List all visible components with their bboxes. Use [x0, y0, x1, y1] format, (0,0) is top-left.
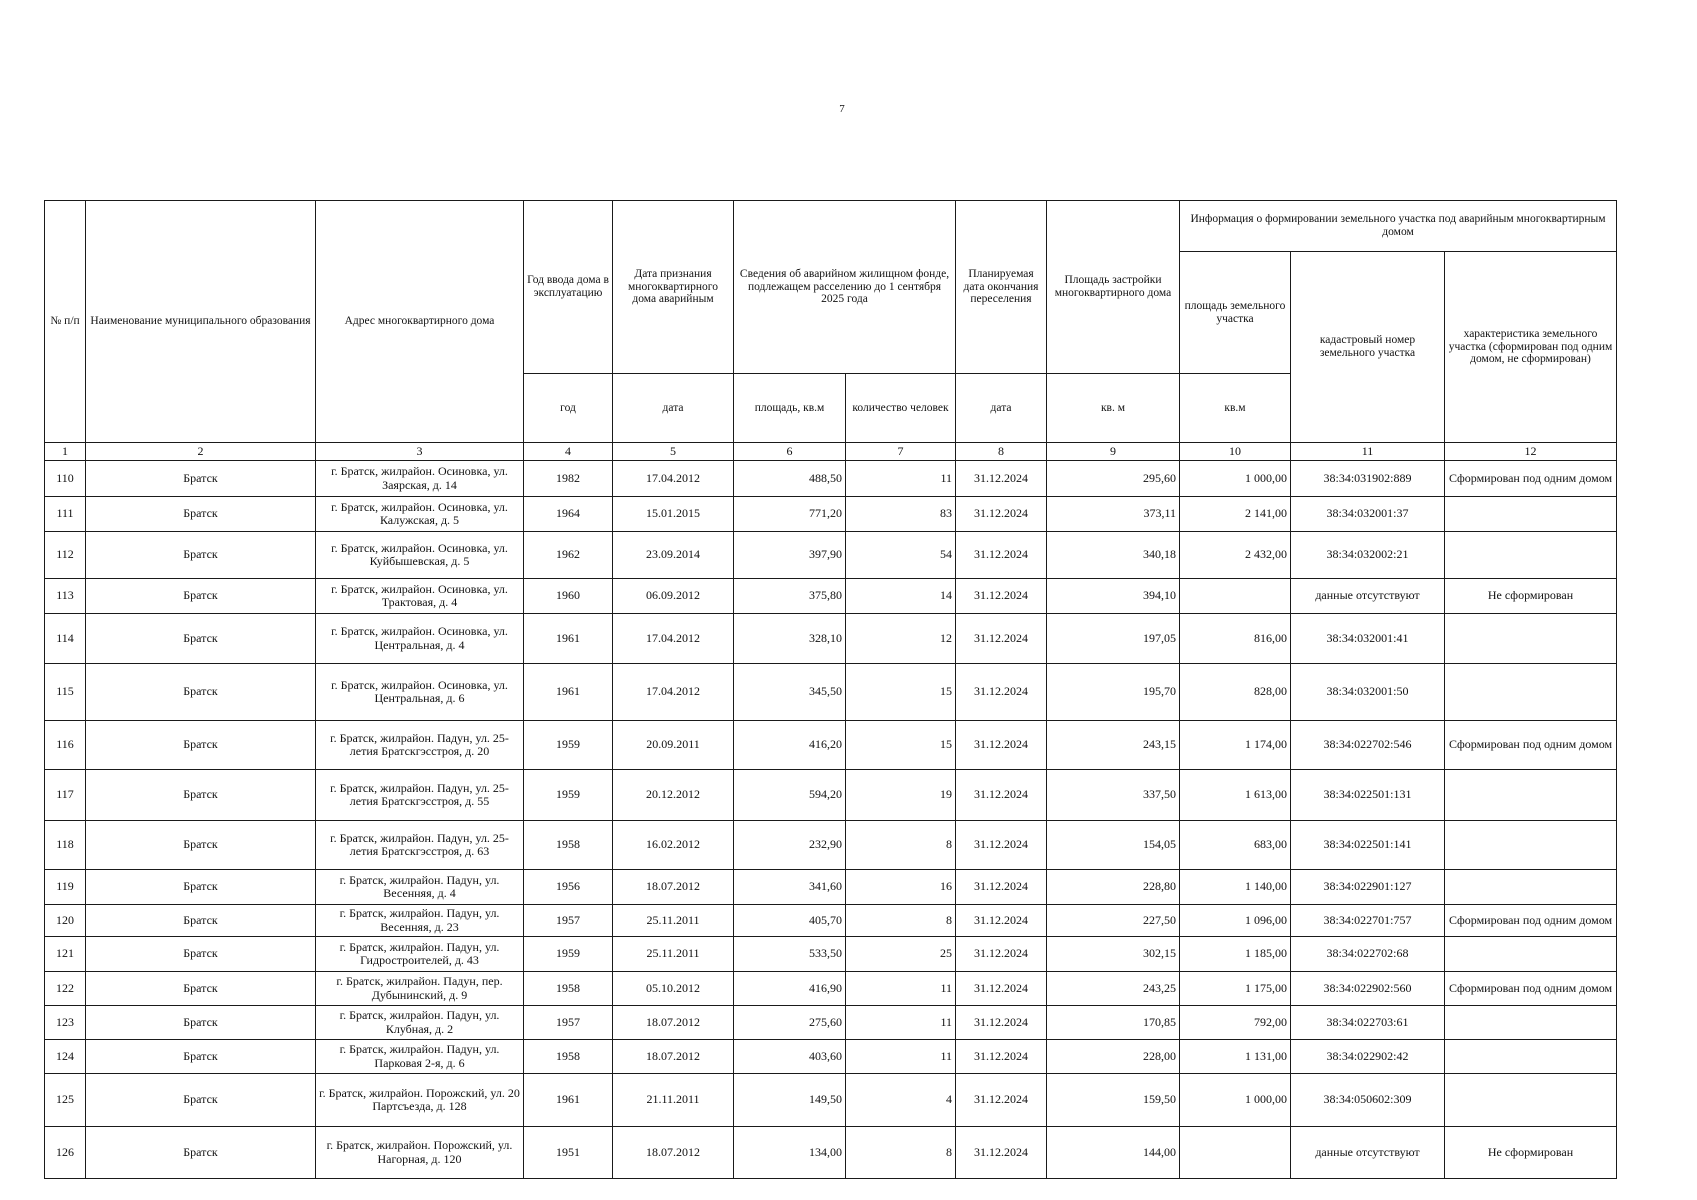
column-number: 9 [1047, 443, 1180, 461]
cell-built-area: 227,50 [1047, 905, 1180, 937]
cell-no: 117 [45, 770, 86, 821]
table-row [45, 905, 1617, 937]
cell-year-built: 1962 [524, 532, 613, 579]
table-body [45, 461, 1617, 1179]
table-row [45, 870, 1617, 905]
header-municipality: Наименование муниципального образования [86, 201, 316, 443]
column-number-row [45, 443, 1617, 461]
cell-area: 397,90 [734, 532, 846, 579]
unit-planned-date: дата [956, 374, 1047, 443]
cell-cadastral-number: данные отсутствуют [1291, 1127, 1445, 1179]
table-row [45, 1074, 1617, 1127]
cell-area: 345,50 [734, 664, 846, 721]
header-planned-date: Планируемая дата окончания переселения [956, 201, 1047, 374]
cell-land-area: 2 141,00 [1180, 497, 1291, 532]
column-number: 12 [1445, 443, 1617, 461]
page-number: 7 [839, 103, 845, 115]
cell-land-area: 1 000,00 [1180, 1074, 1291, 1127]
cell-address: г. Братск, жилрайон. Осиновка, ул. Трактовая, д. 4 [316, 579, 524, 614]
cell-municipality: Братск [86, 870, 316, 905]
cell-people: 8 [846, 821, 956, 870]
cell-people: 11 [846, 972, 956, 1006]
cell-area: 416,20 [734, 721, 846, 770]
cell-planned-date: 31.12.2024 [956, 1006, 1047, 1040]
cell-municipality: Братск [86, 461, 316, 497]
table-row [45, 1127, 1617, 1179]
cell-land-status [1445, 821, 1617, 870]
cell-emergency-date: 18.07.2012 [613, 1006, 734, 1040]
cell-no: 115 [45, 664, 86, 721]
cell-cadastral-number: 38:34:022703:61 [1291, 1006, 1445, 1040]
column-number: 4 [524, 443, 613, 461]
cell-no: 124 [45, 1040, 86, 1074]
cell-year-built: 1956 [524, 870, 613, 905]
cell-area: 594,20 [734, 770, 846, 821]
cell-no: 113 [45, 579, 86, 614]
cell-planned-date: 31.12.2024 [956, 1127, 1047, 1179]
cell-land-area: 1 140,00 [1180, 870, 1291, 905]
cell-cadastral-number: 38:34:032001:50 [1291, 664, 1445, 721]
cell-no: 116 [45, 721, 86, 770]
cell-land-area [1180, 1127, 1291, 1179]
cell-year-built: 1964 [524, 497, 613, 532]
cell-year-built: 1957 [524, 1006, 613, 1040]
cell-year-built: 1957 [524, 905, 613, 937]
cell-area: 488,50 [734, 461, 846, 497]
cell-planned-date: 31.12.2024 [956, 821, 1047, 870]
cell-municipality: Братск [86, 972, 316, 1006]
cell-municipality: Братск [86, 1040, 316, 1074]
cell-people: 8 [846, 905, 956, 937]
cell-address: г. Братск, жилрайон. Порожский, ул. 20 Партсъезда, д. 128 [316, 1074, 524, 1127]
cell-built-area: 243,25 [1047, 972, 1180, 1006]
header-housing-info: Сведения об аварийном жилищном фонде, подлежащем расселению до 1 сентября 2025 года [734, 201, 956, 374]
cell-emergency-date: 05.10.2012 [613, 972, 734, 1006]
cell-land-area: 2 432,00 [1180, 532, 1291, 579]
cell-area: 416,90 [734, 972, 846, 1006]
cell-emergency-date: 20.09.2011 [613, 721, 734, 770]
cell-cadastral-number: 38:34:022501:141 [1291, 821, 1445, 870]
cell-land-status [1445, 532, 1617, 579]
cell-land-area: 683,00 [1180, 821, 1291, 870]
column-number: 11 [1291, 443, 1445, 461]
cell-people: 54 [846, 532, 956, 579]
unit-built-area: кв. м [1047, 374, 1180, 443]
cell-planned-date: 31.12.2024 [956, 972, 1047, 1006]
cell-cadastral-number: 38:34:032001:37 [1291, 497, 1445, 532]
cell-year-built: 1982 [524, 461, 613, 497]
cell-year-built: 1961 [524, 664, 613, 721]
cell-area: 232,90 [734, 821, 846, 870]
column-number: 1 [45, 443, 86, 461]
cell-land-area: 1 096,00 [1180, 905, 1291, 937]
cell-planned-date: 31.12.2024 [956, 770, 1047, 821]
cell-area: 341,60 [734, 870, 846, 905]
cell-address: г. Братск, жилрайон. Падун, пер. Дубынинский, д. 9 [316, 972, 524, 1006]
cell-address: г. Братск, жилрайон. Падун, ул. 25-летия Братскгэсстроя, д. 63 [316, 821, 524, 870]
cell-land-area [1180, 579, 1291, 614]
cell-people: 25 [846, 937, 956, 972]
cell-land-status: Сформирован под одним домом [1445, 721, 1617, 770]
cell-address: г. Братск, жилрайон. Осиновка, ул. Центральная, д. 6 [316, 664, 524, 721]
header-year-built: Год ввода дома в эксплуатацию [524, 201, 613, 374]
cell-municipality: Братск [86, 1127, 316, 1179]
cell-land-area: 1 613,00 [1180, 770, 1291, 821]
header-address: Адрес многоквартирного дома [316, 201, 524, 443]
cell-built-area: 195,70 [1047, 664, 1180, 721]
cell-land-status: Сформирован под одним домом [1445, 972, 1617, 1006]
table-row [45, 1040, 1617, 1074]
cell-address: г. Братск, жилрайон. Осиновка, ул. Заярская, д. 14 [316, 461, 524, 497]
table-row [45, 937, 1617, 972]
cell-cadastral-number: 38:34:022702:68 [1291, 937, 1445, 972]
header-cadastral-number: кадастровый номер земельного участка [1291, 252, 1445, 443]
cell-municipality: Братск [86, 497, 316, 532]
cell-area: 134,00 [734, 1127, 846, 1179]
header-built-area: Площадь застройки многоквартирного дома [1047, 201, 1180, 374]
cell-people: 15 [846, 664, 956, 721]
cell-built-area: 144,00 [1047, 1127, 1180, 1179]
cell-built-area: 337,50 [1047, 770, 1180, 821]
cell-land-status [1445, 1040, 1617, 1074]
cell-people: 16 [846, 870, 956, 905]
cell-municipality: Братск [86, 905, 316, 937]
cell-planned-date: 31.12.2024 [956, 721, 1047, 770]
cell-cadastral-number: 38:34:022701:757 [1291, 905, 1445, 937]
cell-emergency-date: 18.07.2012 [613, 870, 734, 905]
cell-year-built: 1961 [524, 1074, 613, 1127]
cell-address: г. Братск, жилрайон. Падун, ул. Весенняя, д. 4 [316, 870, 524, 905]
cell-people: 11 [846, 461, 956, 497]
cell-land-status: Сформирован под одним домом [1445, 461, 1617, 497]
header-row-top [45, 201, 1617, 252]
unit-year: год [524, 374, 613, 443]
unit-area: площадь, кв.м [734, 374, 846, 443]
cell-address: г. Братск, жилрайон. Падун, ул. Весенняя, д. 23 [316, 905, 524, 937]
cell-cadastral-number: 38:34:022902:560 [1291, 972, 1445, 1006]
cell-area: 375,80 [734, 579, 846, 614]
table-row [45, 497, 1617, 532]
cell-people: 83 [846, 497, 956, 532]
cell-no: 120 [45, 905, 86, 937]
cell-built-area: 295,60 [1047, 461, 1180, 497]
cell-area: 771,20 [734, 497, 846, 532]
cell-land-status [1445, 937, 1617, 972]
cell-year-built: 1959 [524, 937, 613, 972]
cell-emergency-date: 18.07.2012 [613, 1040, 734, 1074]
cell-no: 110 [45, 461, 86, 497]
table-row [45, 770, 1617, 821]
cell-cadastral-number: 38:34:022902:42 [1291, 1040, 1445, 1074]
cell-land-area: 1 000,00 [1180, 461, 1291, 497]
cell-no: 112 [45, 532, 86, 579]
cell-year-built: 1960 [524, 579, 613, 614]
cell-area: 533,50 [734, 937, 846, 972]
cell-built-area: 159,50 [1047, 1074, 1180, 1127]
cell-built-area: 243,15 [1047, 721, 1180, 770]
cell-no: 118 [45, 821, 86, 870]
cell-address: г. Братск, жилрайон. Осиновка, ул. Куйбышевская, д. 5 [316, 532, 524, 579]
header-land-info: Информация о формировании земельного участка под аварийным многоквартирным домом [1180, 201, 1617, 252]
cell-planned-date: 31.12.2024 [956, 532, 1047, 579]
table-row [45, 721, 1617, 770]
cell-area: 403,60 [734, 1040, 846, 1074]
cell-emergency-date: 06.09.2012 [613, 579, 734, 614]
cell-year-built: 1951 [524, 1127, 613, 1179]
unit-people: количество человек [846, 374, 956, 443]
cell-municipality: Братск [86, 579, 316, 614]
cell-address: г. Братск, жилрайон. Порожский, ул. Нагорная, д. 120 [316, 1127, 524, 1179]
cell-land-status [1445, 497, 1617, 532]
header-land-status: характеристика земельного участка (сформирован под одним домом, не сформирован) [1445, 252, 1617, 443]
cell-planned-date: 31.12.2024 [956, 579, 1047, 614]
cell-emergency-date: 21.11.2011 [613, 1074, 734, 1127]
cell-no: 123 [45, 1006, 86, 1040]
cell-built-area: 302,15 [1047, 937, 1180, 972]
cell-cadastral-number: 38:34:022501:131 [1291, 770, 1445, 821]
cell-municipality: Братск [86, 532, 316, 579]
cell-land-status [1445, 664, 1617, 721]
cell-emergency-date: 23.09.2014 [613, 532, 734, 579]
cell-built-area: 197,05 [1047, 614, 1180, 664]
cell-cadastral-number: 38:34:032001:41 [1291, 614, 1445, 664]
cell-no: 126 [45, 1127, 86, 1179]
cell-emergency-date: 18.07.2012 [613, 1127, 734, 1179]
cell-people: 11 [846, 1006, 956, 1040]
cell-address: г. Братск, жилрайон. Падун, ул. Клубная, д. 2 [316, 1006, 524, 1040]
table-row [45, 579, 1617, 614]
cell-planned-date: 31.12.2024 [956, 905, 1047, 937]
cell-municipality: Братск [86, 937, 316, 972]
cell-no: 125 [45, 1074, 86, 1127]
cell-land-status: Не сформирован [1445, 1127, 1617, 1179]
cell-cadastral-number: 38:34:022702:546 [1291, 721, 1445, 770]
cell-planned-date: 31.12.2024 [956, 937, 1047, 972]
cell-address: г. Братск, жилрайон. Падун, ул. Парковая 2-я, д. 6 [316, 1040, 524, 1074]
cell-land-area: 828,00 [1180, 664, 1291, 721]
cell-built-area: 228,80 [1047, 870, 1180, 905]
cell-people: 15 [846, 721, 956, 770]
cell-emergency-date: 17.04.2012 [613, 664, 734, 721]
cell-built-area: 170,85 [1047, 1006, 1180, 1040]
cell-planned-date: 31.12.2024 [956, 1040, 1047, 1074]
cell-municipality: Братск [86, 664, 316, 721]
column-number: 10 [1180, 443, 1291, 461]
cell-cadastral-number: 38:34:022901:127 [1291, 870, 1445, 905]
cell-area: 405,70 [734, 905, 846, 937]
header-emergency-date: Дата признания многоквартирного дома аварийным [613, 201, 734, 374]
cell-planned-date: 31.12.2024 [956, 497, 1047, 532]
cell-cadastral-number: 38:34:032002:21 [1291, 532, 1445, 579]
cell-municipality: Братск [86, 770, 316, 821]
cell-planned-date: 31.12.2024 [956, 614, 1047, 664]
cell-people: 14 [846, 579, 956, 614]
table-row [45, 821, 1617, 870]
cell-no: 121 [45, 937, 86, 972]
cell-area: 328,10 [734, 614, 846, 664]
cell-no: 111 [45, 497, 86, 532]
column-number: 7 [846, 443, 956, 461]
cell-emergency-date: 25.11.2011 [613, 905, 734, 937]
cell-municipality: Братск [86, 1006, 316, 1040]
cell-land-area: 792,00 [1180, 1006, 1291, 1040]
cell-address: г. Братск, жилрайон. Падун, ул. 25-летия Братскгэсстроя, д. 55 [316, 770, 524, 821]
cell-planned-date: 31.12.2024 [956, 1074, 1047, 1127]
table-row [45, 1006, 1617, 1040]
cell-planned-date: 31.12.2024 [956, 870, 1047, 905]
cell-year-built: 1958 [524, 1040, 613, 1074]
column-number: 3 [316, 443, 524, 461]
cell-municipality: Братск [86, 1074, 316, 1127]
cell-area: 275,60 [734, 1006, 846, 1040]
cell-land-status [1445, 614, 1617, 664]
cell-built-area: 154,05 [1047, 821, 1180, 870]
column-number: 8 [956, 443, 1047, 461]
unit-land-area: кв.м [1180, 374, 1291, 443]
header-no: № п/п [45, 201, 86, 443]
cell-planned-date: 31.12.2024 [956, 461, 1047, 497]
table-header [45, 201, 1617, 461]
cell-emergency-date: 15.01.2015 [613, 497, 734, 532]
cell-year-built: 1958 [524, 972, 613, 1006]
cell-no: 114 [45, 614, 86, 664]
cell-emergency-date: 20.12.2012 [613, 770, 734, 821]
cell-address: г. Братск, жилрайон. Падун, ул. Гидростроителей, д. 43 [316, 937, 524, 972]
cell-year-built: 1959 [524, 770, 613, 821]
cell-people: 11 [846, 1040, 956, 1074]
header-land-area: площадь земельного участка [1180, 252, 1291, 374]
cell-land-area: 1 174,00 [1180, 721, 1291, 770]
cell-municipality: Братск [86, 614, 316, 664]
cell-year-built: 1958 [524, 821, 613, 870]
cell-no: 122 [45, 972, 86, 1006]
column-number: 6 [734, 443, 846, 461]
cell-address: г. Братск, жилрайон. Падун, ул. 25-летия Братскгэсстроя, д. 20 [316, 721, 524, 770]
cell-year-built: 1959 [524, 721, 613, 770]
cell-built-area: 228,00 [1047, 1040, 1180, 1074]
column-number: 2 [86, 443, 316, 461]
table-row [45, 972, 1617, 1006]
cell-cadastral-number: 38:34:050602:309 [1291, 1074, 1445, 1127]
cell-emergency-date: 16.02.2012 [613, 821, 734, 870]
cell-land-area: 1 175,00 [1180, 972, 1291, 1006]
cell-land-status [1445, 1074, 1617, 1127]
table-row [45, 614, 1617, 664]
cell-planned-date: 31.12.2024 [956, 664, 1047, 721]
cell-emergency-date: 17.04.2012 [613, 614, 734, 664]
cell-people: 8 [846, 1127, 956, 1179]
cell-land-status: Не сформирован [1445, 579, 1617, 614]
cell-built-area: 340,18 [1047, 532, 1180, 579]
cell-land-status [1445, 770, 1617, 821]
cell-municipality: Братск [86, 721, 316, 770]
cell-address: г. Братск, жилрайон. Осиновка, ул. Калужская, д. 5 [316, 497, 524, 532]
cell-land-area: 1 185,00 [1180, 937, 1291, 972]
table-row [45, 461, 1617, 497]
cell-people: 4 [846, 1074, 956, 1127]
cell-people: 19 [846, 770, 956, 821]
unit-date: дата [613, 374, 734, 443]
cell-land-status [1445, 1006, 1617, 1040]
cell-land-area: 1 131,00 [1180, 1040, 1291, 1074]
cell-land-status: Сформирован под одним домом [1445, 905, 1617, 937]
cell-cadastral-number: 38:34:031902:889 [1291, 461, 1445, 497]
cell-no: 119 [45, 870, 86, 905]
cell-land-status [1445, 870, 1617, 905]
cell-municipality: Братск [86, 821, 316, 870]
cell-cadastral-number: данные отсутствуют [1291, 579, 1445, 614]
cell-emergency-date: 25.11.2011 [613, 937, 734, 972]
cell-built-area: 394,10 [1047, 579, 1180, 614]
cell-area: 149,50 [734, 1074, 846, 1127]
emergency-housing-table [44, 200, 1617, 1179]
cell-people: 12 [846, 614, 956, 664]
table-row [45, 532, 1617, 579]
cell-built-area: 373,11 [1047, 497, 1180, 532]
cell-year-built: 1961 [524, 614, 613, 664]
cell-address: г. Братск, жилрайон. Осиновка, ул. Центральная, д. 4 [316, 614, 524, 664]
cell-land-area: 816,00 [1180, 614, 1291, 664]
cell-emergency-date: 17.04.2012 [613, 461, 734, 497]
table-row [45, 664, 1617, 721]
column-number: 5 [613, 443, 734, 461]
